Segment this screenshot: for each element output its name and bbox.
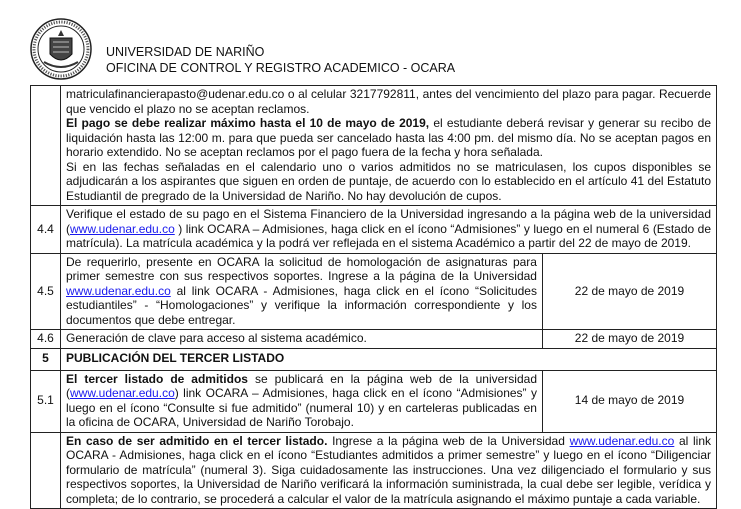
table-row (31, 348, 717, 370)
payment-deadline-text: El pago se debe realizar máximo hasta el 10 de mayo de 2019, (66, 116, 430, 130)
section-number: 5 (31, 348, 61, 370)
row-date: 22 de mayo de 2019 (542, 330, 716, 349)
row-number: 4.4 (31, 206, 61, 254)
row-text (61, 370, 543, 432)
text: al link OCARA - Admisiones, haga click en el ícono “Solicitudes estudiantiles” - “Homologaciones” y verifique la información correspondiente y los documentos que debe entregar. (66, 283, 537, 327)
section-title: PUBLICACIÓN DEL TERCER LISTADO (61, 348, 717, 370)
row-number (31, 86, 61, 206)
table-row (31, 206, 717, 254)
table-row (31, 330, 717, 349)
payment-instructions-cell (61, 86, 717, 206)
text: De requerirlo, presente en OCARA la solicitud de homologación de asignaturas para primer semestre con sus respectivos soportes. Ingrese a la página de la Universidad (66, 254, 537, 283)
row-text (61, 253, 543, 330)
table-row (31, 432, 717, 509)
text: Ingrese a la página web de la Universidad (327, 433, 570, 448)
row-date: 14 de mayo de 2019 (542, 370, 716, 432)
text: ) link OCARA – Admisiones, haga click en el ícono “Admisiones” y luego en el ícono “Consulte si fue admitido” (numeral 10) y en carteleras publicadas en la oficina de OCARA, Universidad de Nariño Torobajo. (66, 386, 537, 429)
schedule-table (30, 85, 717, 509)
paragraph: Si en las fechas señaladas en el calendario uno o varios admitidos no se matriculasen, los cupos disponibles se adjudicarán a los aspirantes que siguen en orden de puntaje, de acuerdo con lo establecido en el artículo 41 del Estatuto Estudiantil de pregrado de la Universidad de Nariño. No hay devolución de cupos. (66, 159, 711, 203)
row-text (61, 432, 717, 509)
table-row (31, 253, 717, 330)
row-number: 4.6 (31, 330, 61, 349)
office-name: OFICINA DE CONTROL Y REGISTRO ACADEMICO - OCARA (106, 61, 456, 75)
row-text: Generación de clave para acceso al sistema académico. (61, 330, 543, 349)
row-date: 22 de mayo de 2019 (542, 253, 716, 330)
table-row (31, 370, 717, 432)
paragraph-text: el estudiante deberá revisar y generar su recibo de liquidación hasta las 12:00 m. para que pueda ser cancelado hasta las 4:00 pm. del mismo día. No se aceptan pagos en horario extendido. No se aceptan reclamos por el pago fuera de la fecha y hora señalada. (66, 116, 711, 159)
document-header (0, 0, 741, 86)
bold-lead: En caso de ser admitido en el tercer listado. (66, 433, 328, 448)
text: se publicará en la página web de la universidad ( (66, 371, 537, 400)
udenar-link[interactable]: www.udenar.edu.co (70, 386, 175, 400)
paragraph (66, 116, 711, 160)
row-number: 4.5 (31, 253, 61, 330)
row-number (31, 432, 61, 509)
header-title (106, 44, 455, 76)
udenar-link[interactable]: www.udenar.edu.co (569, 433, 675, 448)
table-row (31, 86, 717, 206)
bold-lead: El tercer listado de admitidos (66, 371, 248, 386)
university-name: UNIVERSIDAD DE NARIÑO (106, 45, 265, 59)
text: ) link OCARA – Admisiones, haga click en el ícono “Admisiones” y luego en el numeral 6 (Estado de matrícula). La matrícula académica y la podrá ver reflejada en el sistema Académico a partir del 22 de mayo de 2019. (66, 221, 711, 250)
text: al link OCARA - Admisiones, haga click en el ícono “Estudiantes admitidos a primer semestre” y luego en el ícono “Diligenciar formulario de matrícula” (numeral 3). Siga cuidadosamente las instrucciones. Una vez diligenciado el formulario y sus respectivos soportes, la Universidad de Nariño verificará la información suministrada, la cual debe ser legible, verídica y completa; de lo contrario, se procederá a calcular el valor de la matrícula asignando el máximo puntaje a cada variable. (66, 433, 711, 506)
udenar-link[interactable]: www.udenar.edu.co (66, 283, 171, 298)
text: Verifique el estado de su pago en el Sistema Financiero de la Universidad ingresando a la página web de la universidad ( (66, 207, 711, 236)
udenar-link[interactable]: www.udenar.edu.co (70, 221, 175, 236)
row-text (61, 206, 717, 254)
university-seal-logo (30, 18, 92, 80)
paragraph: matriculafinancierapasto@udenar.edu.co o al celular 3217792811, antes del vencimiento del plazo para pagar. Recuerde que vencido el plazo no se aceptan reclamos. (66, 87, 711, 116)
row-number: 5.1 (31, 370, 61, 432)
